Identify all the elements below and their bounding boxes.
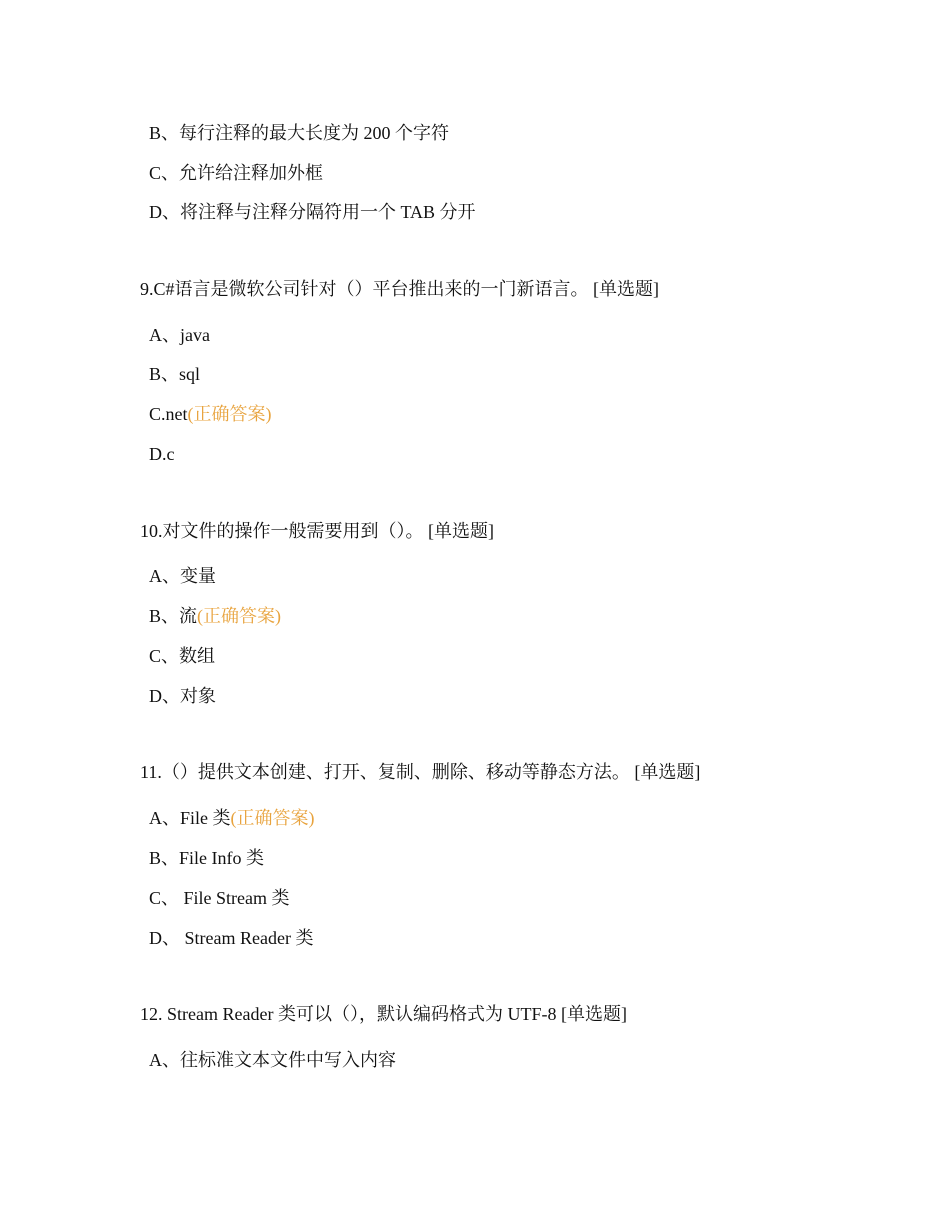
option-text: C、 File Stream 类 — [149, 888, 290, 908]
option-8-b: B、每行注释的最大长度为 200 个字符 — [149, 123, 450, 143]
option-10-d — [149, 684, 216, 708]
option-text: C.net — [149, 404, 188, 424]
option-text: D、 Stream Reader 类 — [149, 928, 314, 948]
option-10-c — [149, 644, 215, 668]
option-11-a — [149, 806, 315, 830]
option-11-b — [149, 846, 264, 870]
option-11-d — [149, 926, 313, 950]
option-text: A、java — [149, 325, 210, 345]
option-text: B、sql — [149, 364, 201, 384]
question-10-stem: 10.对文件的操作一般需要用到（）。 [单选题] — [140, 521, 494, 541]
option-text: A、往标准文本文件中写入内容 — [149, 1050, 396, 1070]
option-text: C、数组 — [149, 646, 216, 666]
question-9-stem: 9.C#语言是微软公司针对（）平台推出来的一门新语言。 [单选题] — [140, 279, 659, 299]
option-9-d — [149, 442, 175, 466]
question-11-stem: 11.（）提供文本创建、打开、复制、删除、移动等静态方法。 [单选题] — [140, 762, 701, 782]
option-text: A、File 类 — [149, 808, 231, 828]
option-10-b — [149, 604, 281, 628]
correct-answer-mark: (正确答案) — [187, 404, 272, 424]
option-8-c: C、允许给注释加外框 — [149, 163, 324, 183]
option-8-d: D、将注释与注释分隔符用一个 TAB 分开 — [149, 202, 476, 222]
option-text: D.c — [149, 444, 175, 464]
option-12-a — [149, 1048, 396, 1072]
option-9-c — [149, 402, 272, 426]
option-text: B、流 — [149, 606, 198, 626]
option-10-a — [149, 564, 216, 588]
question-12-stem: 12. Stream Reader 类可以（），默认编码格式为 UTF-8 [单选题] — [140, 1004, 627, 1024]
option-11-c — [149, 886, 290, 910]
option-9-a — [149, 323, 210, 347]
option-9-b — [149, 362, 200, 386]
option-text: B、File Info 类 — [149, 848, 264, 868]
correct-answer-mark: (正确答案) — [230, 808, 315, 828]
correct-answer-mark: (正确答案) — [197, 606, 282, 626]
option-text: A、变量 — [149, 566, 216, 586]
option-text: D、对象 — [149, 686, 216, 706]
